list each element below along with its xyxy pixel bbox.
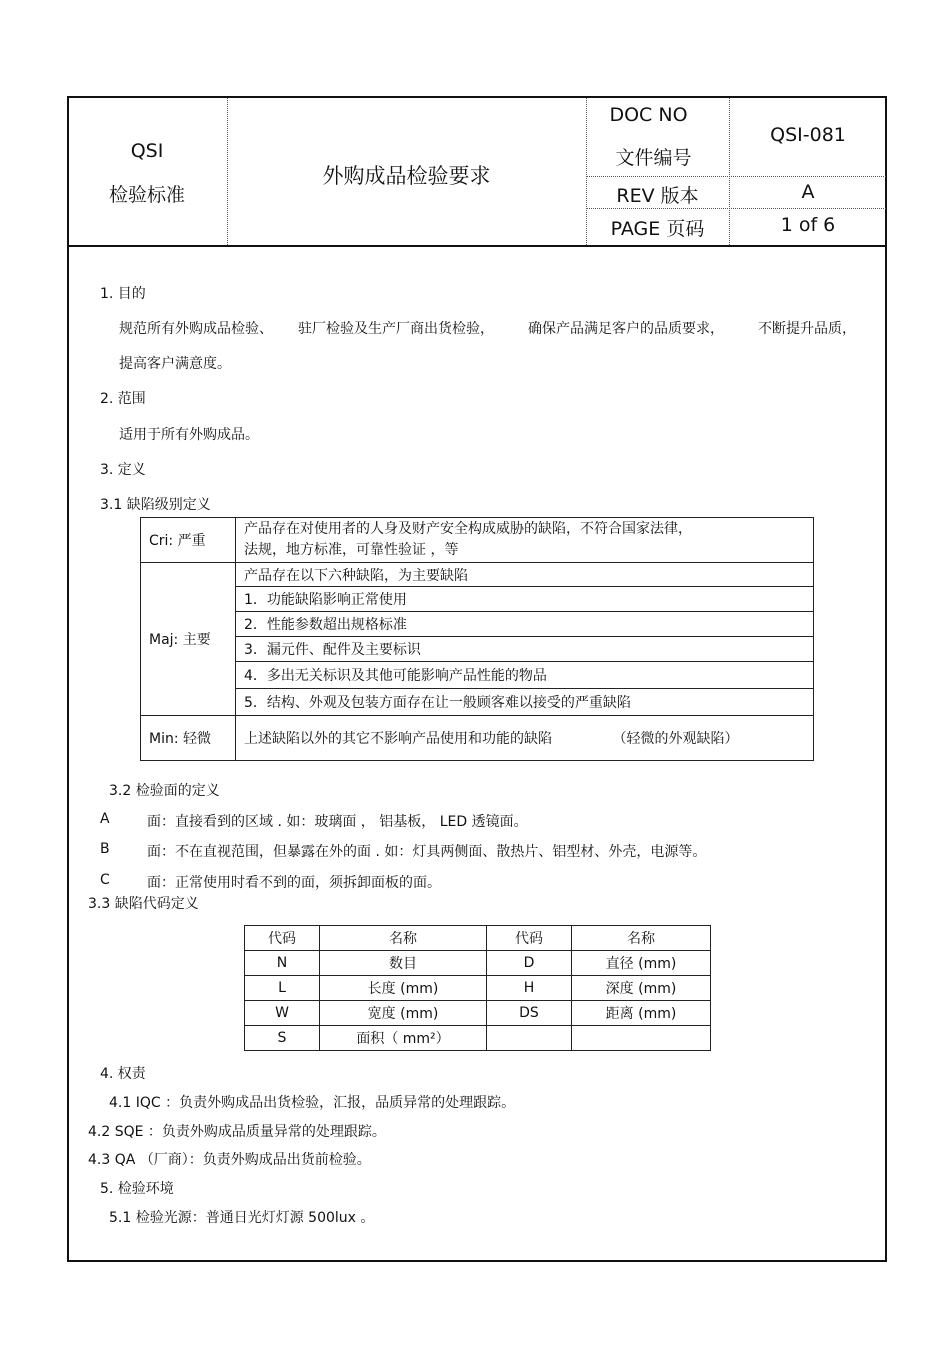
surface-a-text: 面：直接看到的区域 . 如：玻璃面 ， 铝基板， LED 透镜面。: [147, 814, 528, 830]
table-row: [141, 637, 814, 662]
header-divider: [67, 245, 887, 247]
table-row: [245, 976, 711, 1001]
section-1-text-d: 不断提升品质，: [758, 321, 856, 337]
table-row: [141, 689, 814, 716]
maj-row: 1．功能缺陷影响正常使用: [236, 587, 814, 612]
table-cell: L: [245, 976, 320, 1001]
cri-description: [236, 518, 814, 563]
section-1-text-b: 驻厂检验及生产厂商出货检验，: [298, 321, 494, 337]
page-label: PAGE 页码: [610, 218, 705, 240]
section-1-text-a: 规范所有外购成品检验、: [119, 321, 273, 337]
min-note: （轻微的外观缺陷）: [612, 731, 739, 747]
min-label: Min: 轻微: [141, 716, 236, 761]
section-1-text-line2: 提高客户满意度。: [119, 356, 231, 372]
min-description: [236, 716, 814, 761]
table-cell: N: [245, 951, 320, 976]
table-cell: [572, 1026, 711, 1051]
maj-row: 5．结构、外观及包装方面存在让一般顾客难以接受的严重缺陷: [236, 689, 814, 716]
table-row: [141, 518, 814, 563]
table-cell: [487, 1026, 572, 1051]
section-2-heading: 2. 范围: [100, 391, 146, 407]
table-cell: W: [245, 1001, 320, 1026]
section-4-heading: 4. 权责: [100, 1066, 146, 1082]
table-row: [141, 662, 814, 689]
cri-description-line1: 产品存在对使用者的人身及财产安全构成威胁的缺陷，不符合国家法律，: [244, 521, 692, 537]
table-cell: S: [245, 1026, 320, 1051]
section-4-1: 4.1 IQC ：负责外购成品出货检验，汇报，品质异常的处理跟踪。: [109, 1095, 516, 1111]
table-row: [141, 587, 814, 612]
surface-b-key: B: [100, 841, 110, 857]
table-cell: 长度 (mm): [320, 976, 487, 1001]
table-cell: D: [487, 951, 572, 976]
table-row: [141, 563, 814, 587]
table-cell: 直径 (mm): [572, 951, 711, 976]
document-title: 外购成品检验要求: [322, 164, 491, 188]
maj-row: 2．性能参数超出规格标准: [236, 612, 814, 637]
surface-b-text: 面：不在直视范围，但暴露在外的面 . 如：灯具两侧面、散热片、铝型材、外壳，电源等。: [147, 844, 707, 860]
table-row: [245, 1001, 711, 1026]
section-2-text: 适用于所有外购成品。: [119, 427, 259, 443]
table-cell: H: [487, 976, 572, 1001]
table-cell: 宽度 (mm): [320, 1001, 487, 1026]
surface-a-key: A: [100, 811, 110, 827]
section-4-2: 4.2 SQE ：负责外购成品质量异常的处理跟踪。: [88, 1124, 386, 1140]
section-5-heading: 5. 检验环境: [100, 1181, 174, 1197]
table-row: [245, 951, 711, 976]
rev-label: REV 版本: [616, 185, 699, 207]
min-text: 上述缺陷以外的其它不影响产品使用和功能的缺陷: [244, 731, 552, 747]
table-cell: DS: [487, 1001, 572, 1026]
table-row: [141, 612, 814, 637]
col-header: 代码: [245, 926, 320, 951]
section-5-1: 5.1 检验光源：普通日光灯灯源 500lux 。: [109, 1210, 375, 1226]
doc-no-value: QSI-081: [770, 124, 846, 146]
page-value: 1 of 6: [780, 214, 836, 236]
surface-c-text: 面：正常使用时看不到的面，须拆卸面板的面。: [147, 875, 441, 891]
header-qsi: QSI: [130, 140, 164, 162]
table-header-row: [245, 926, 711, 951]
section-3-2-heading: 3.2 检验面的定义: [109, 783, 220, 799]
defect-level-table: [140, 517, 814, 761]
header-row-line-2: [586, 208, 886, 209]
table-row: [245, 1026, 711, 1051]
col-header: 名称: [320, 926, 487, 951]
rev-value: A: [801, 181, 815, 203]
header-row-line-1: [586, 176, 886, 177]
section-4-3: 4.3 QA （厂商）：负责外购成品出货前检验。: [88, 1152, 371, 1168]
header-standard: 检验标准: [108, 184, 185, 206]
cri-label: Cri: 严重: [141, 518, 236, 563]
doc-no-cn-label: 文件编号: [615, 147, 692, 169]
section-3-1-heading: 3.1 缺陷级别定义: [100, 497, 211, 513]
table-cell: 数目: [320, 951, 487, 976]
section-3-3-heading: 3.3 缺陷代码定义: [88, 896, 199, 912]
table-row: [141, 716, 814, 761]
section-1-heading: 1. 目的: [100, 286, 146, 302]
table-cell: 深度 (mm): [572, 976, 711, 1001]
section-3-heading: 3. 定义: [100, 462, 146, 478]
section-1-text-c: 确保产品满足客户的品质要求，: [528, 321, 724, 337]
table-cell: 距离 (mm): [572, 1001, 711, 1026]
maj-label: Maj: 主要: [141, 563, 236, 716]
maj-row: 3．漏元件、配件及主要标识: [236, 637, 814, 662]
table-cell: 面积（ mm²）: [320, 1026, 487, 1051]
col-header: 名称: [572, 926, 711, 951]
maj-row: 4．多出无关标识及其他可能影响产品性能的物品: [236, 662, 814, 689]
maj-row: 产品存在以下六种缺陷，为主要缺陷: [236, 563, 814, 587]
defect-code-table: [244, 925, 711, 1051]
doc-no-label: DOC NO: [609, 104, 688, 126]
cri-description-line2: 法规，地方标准，可靠性验证 ，等: [244, 542, 459, 558]
surface-c-key: C: [100, 872, 110, 888]
col-header: 代码: [487, 926, 572, 951]
